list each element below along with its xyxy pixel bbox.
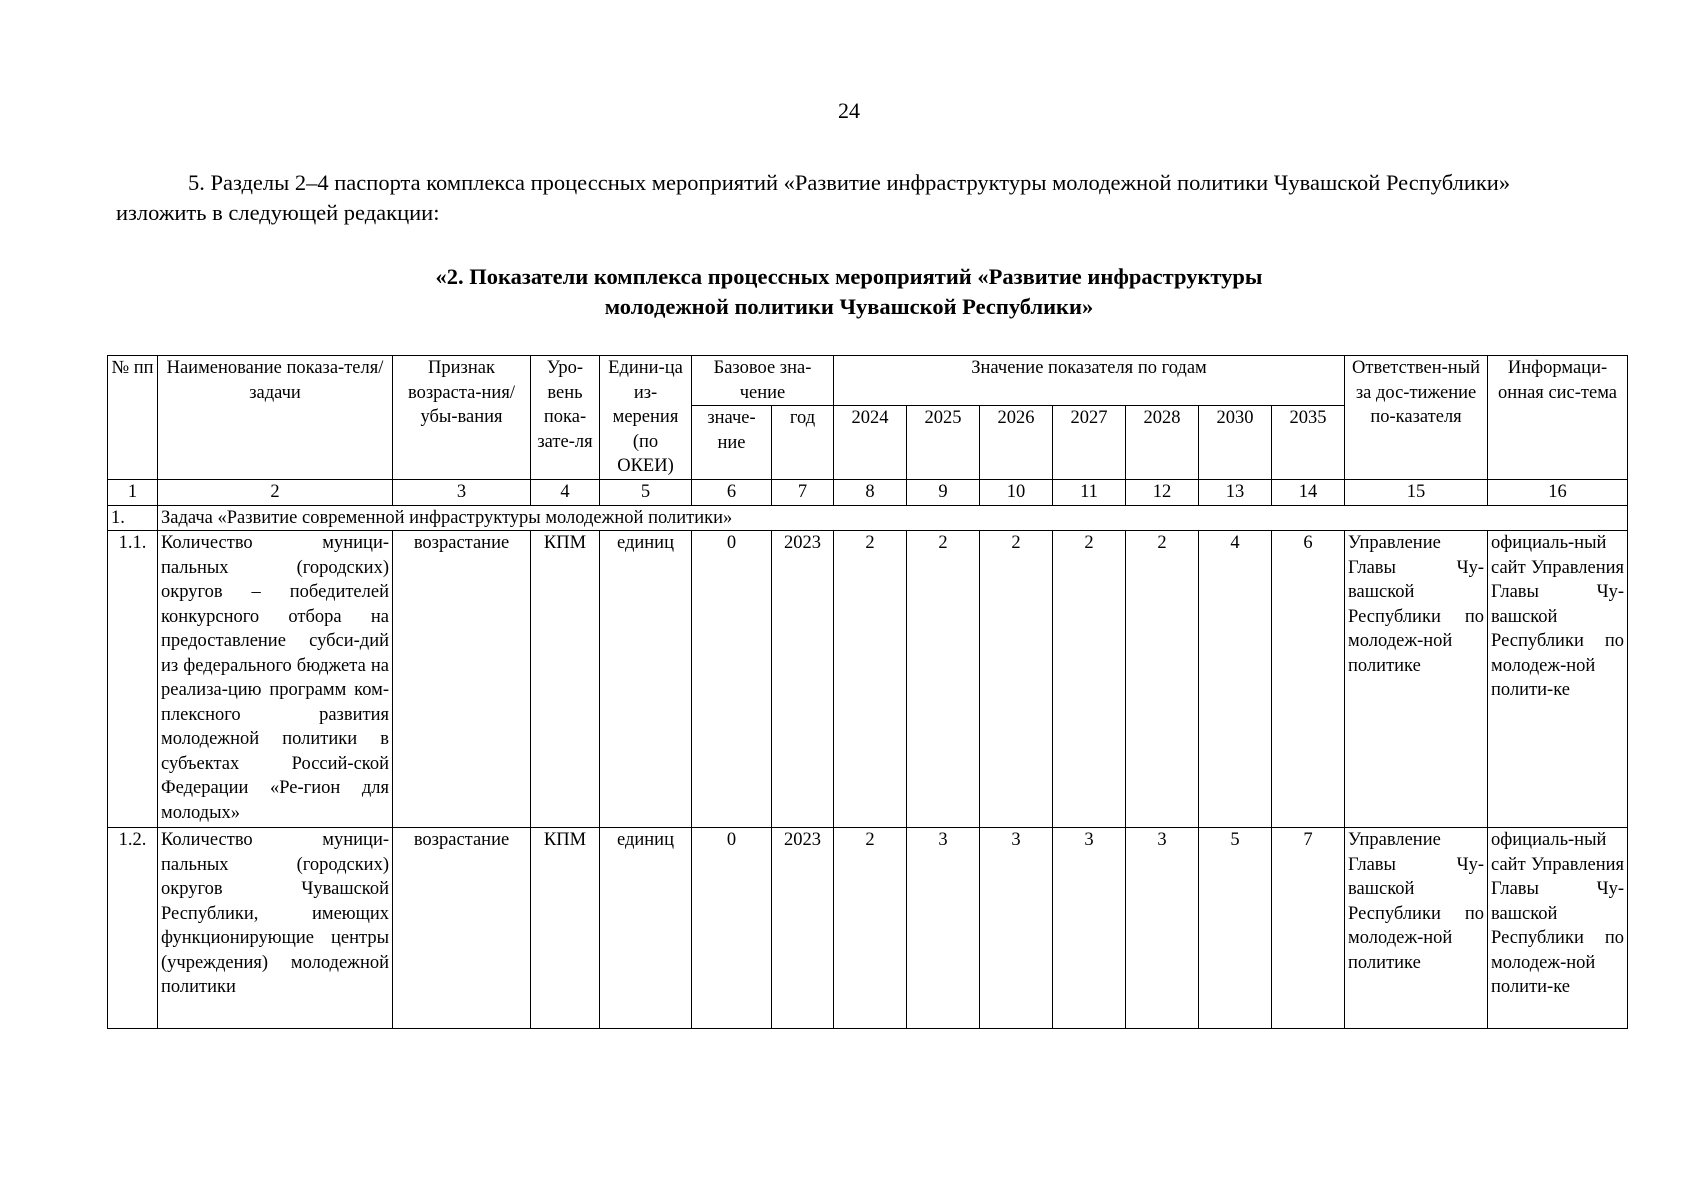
responsible: Управление Главы Чу-вашской Республики по молодеж-ной политике <box>1345 828 1488 1029</box>
year-value: 3 <box>980 828 1053 1029</box>
year-value: 3 <box>907 828 980 1029</box>
column-number: 9 <box>907 480 980 506</box>
header-sign: Признак возраста-ния/убы-вания <box>393 356 531 480</box>
year-value: 2 <box>907 531 980 828</box>
info-system: официаль-ный сайт Управления Главы Чу-вашской Республики по молодеж-ной полити-ке <box>1488 531 1628 828</box>
column-number: 3 <box>393 480 531 506</box>
header-year: 2024 <box>834 406 907 480</box>
header-row-1 <box>108 356 1628 406</box>
task-num: 1. <box>108 505 158 531</box>
year-value: 2 <box>834 531 907 828</box>
intro-paragraph: 5. Разделы 2–4 паспорта комплекса процессных мероприятий «Развитие инфраструктуры молодежной политики Чувашской Республики» изложить в следующей редакции: <box>116 170 1511 225</box>
column-number: 11 <box>1053 480 1126 506</box>
header-year: 2026 <box>980 406 1053 480</box>
section-title <box>0 262 1698 322</box>
column-number: 7 <box>772 480 834 506</box>
year-value: 5 <box>1199 828 1272 1029</box>
header-year: 2027 <box>1053 406 1126 480</box>
indicators-table <box>107 355 1628 1029</box>
column-number: 14 <box>1272 480 1345 506</box>
responsible: Управление Главы Чу-вашской Республики по молодеж-ной политике <box>1345 531 1488 828</box>
indicator-name: Количество муници-пальных (городских) округов Чувашской Республики, имеющих функционирующие центры (учреждения) молодежной политики <box>158 828 393 1029</box>
year-value: 2 <box>1126 531 1199 828</box>
header-level: Уро-вень пока-зате-ля <box>531 356 600 480</box>
year-value: 2 <box>834 828 907 1029</box>
header-base-value: значе-ние <box>692 406 772 480</box>
column-number: 5 <box>600 480 692 506</box>
year-value: 7 <box>1272 828 1345 1029</box>
year-value: 4 <box>1199 531 1272 828</box>
header-name: Наименование показа-теля/задачи <box>158 356 393 480</box>
indicator-sign: возрастание <box>393 828 531 1029</box>
column-number: 1 <box>108 480 158 506</box>
column-number: 8 <box>834 480 907 506</box>
indicator-level: КПМ <box>531 531 600 828</box>
indicator-sign: возрастание <box>393 531 531 828</box>
base-value: 0 <box>692 531 772 828</box>
year-value: 6 <box>1272 531 1345 828</box>
section-title-line-1: «2. Показатели комплекса процессных мероприятий «Развитие инфраструктуры <box>435 264 1263 289</box>
row-num: 1.1. <box>108 531 158 828</box>
base-year: 2023 <box>772 828 834 1029</box>
header-base-year: год <box>772 406 834 480</box>
info-system: официаль-ный сайт Управления Главы Чу-вашской Республики по молодеж-ной полити-ке <box>1488 828 1628 1029</box>
indicator-unit: единиц <box>600 531 692 828</box>
column-number: 4 <box>531 480 600 506</box>
header-num: № пп <box>108 356 158 480</box>
column-number: 13 <box>1199 480 1272 506</box>
header-base: Базовое зна-чение <box>692 356 834 406</box>
header-info-system: Информаци-онная сис-тема <box>1488 356 1628 480</box>
header-year: 2025 <box>907 406 980 480</box>
column-number: 15 <box>1345 480 1488 506</box>
header-year: 2030 <box>1199 406 1272 480</box>
column-number: 10 <box>980 480 1053 506</box>
indicator-name: Количество муници-пальных (городских) округов – победителей конкурсного отбора на предоставление субси-дий из федерального бюджета на реализа-цию программ ком-плексного развития молодежной политики в субъектах Россий-ской Федерации «Ре-гион для молодых» <box>158 531 393 828</box>
header-unit: Едини-ца из-мерения (по ОКЕИ) <box>600 356 692 480</box>
column-number: 16 <box>1488 480 1628 506</box>
indicator-unit: единиц <box>600 828 692 1029</box>
column-number: 12 <box>1126 480 1199 506</box>
page-number: 24 <box>838 98 860 123</box>
header-years-group: Значение показателя по годам <box>834 356 1345 406</box>
column-number: 6 <box>692 480 772 506</box>
header-year: 2028 <box>1126 406 1199 480</box>
header-year: 2035 <box>1272 406 1345 480</box>
task-row <box>108 505 1628 531</box>
base-year: 2023 <box>772 531 834 828</box>
header-responsible: Ответствен-ный за дос-тижение по-казателя <box>1345 356 1488 480</box>
year-value: 3 <box>1053 828 1126 1029</box>
year-value: 2 <box>980 531 1053 828</box>
year-value: 3 <box>1126 828 1199 1029</box>
row-num: 1.2. <box>108 828 158 1029</box>
base-value: 0 <box>692 828 772 1029</box>
column-number-row <box>108 480 1628 506</box>
task-text: Задача «Развитие современной инфраструктуры молодежной политики» <box>158 505 1628 531</box>
column-number: 2 <box>158 480 393 506</box>
year-value: 2 <box>1053 531 1126 828</box>
table-row <box>108 828 1628 1029</box>
table-row <box>108 531 1628 828</box>
indicator-level: КПМ <box>531 828 600 1029</box>
section-title-line-2: молодежной политики Чувашской Республики» <box>604 294 1094 319</box>
